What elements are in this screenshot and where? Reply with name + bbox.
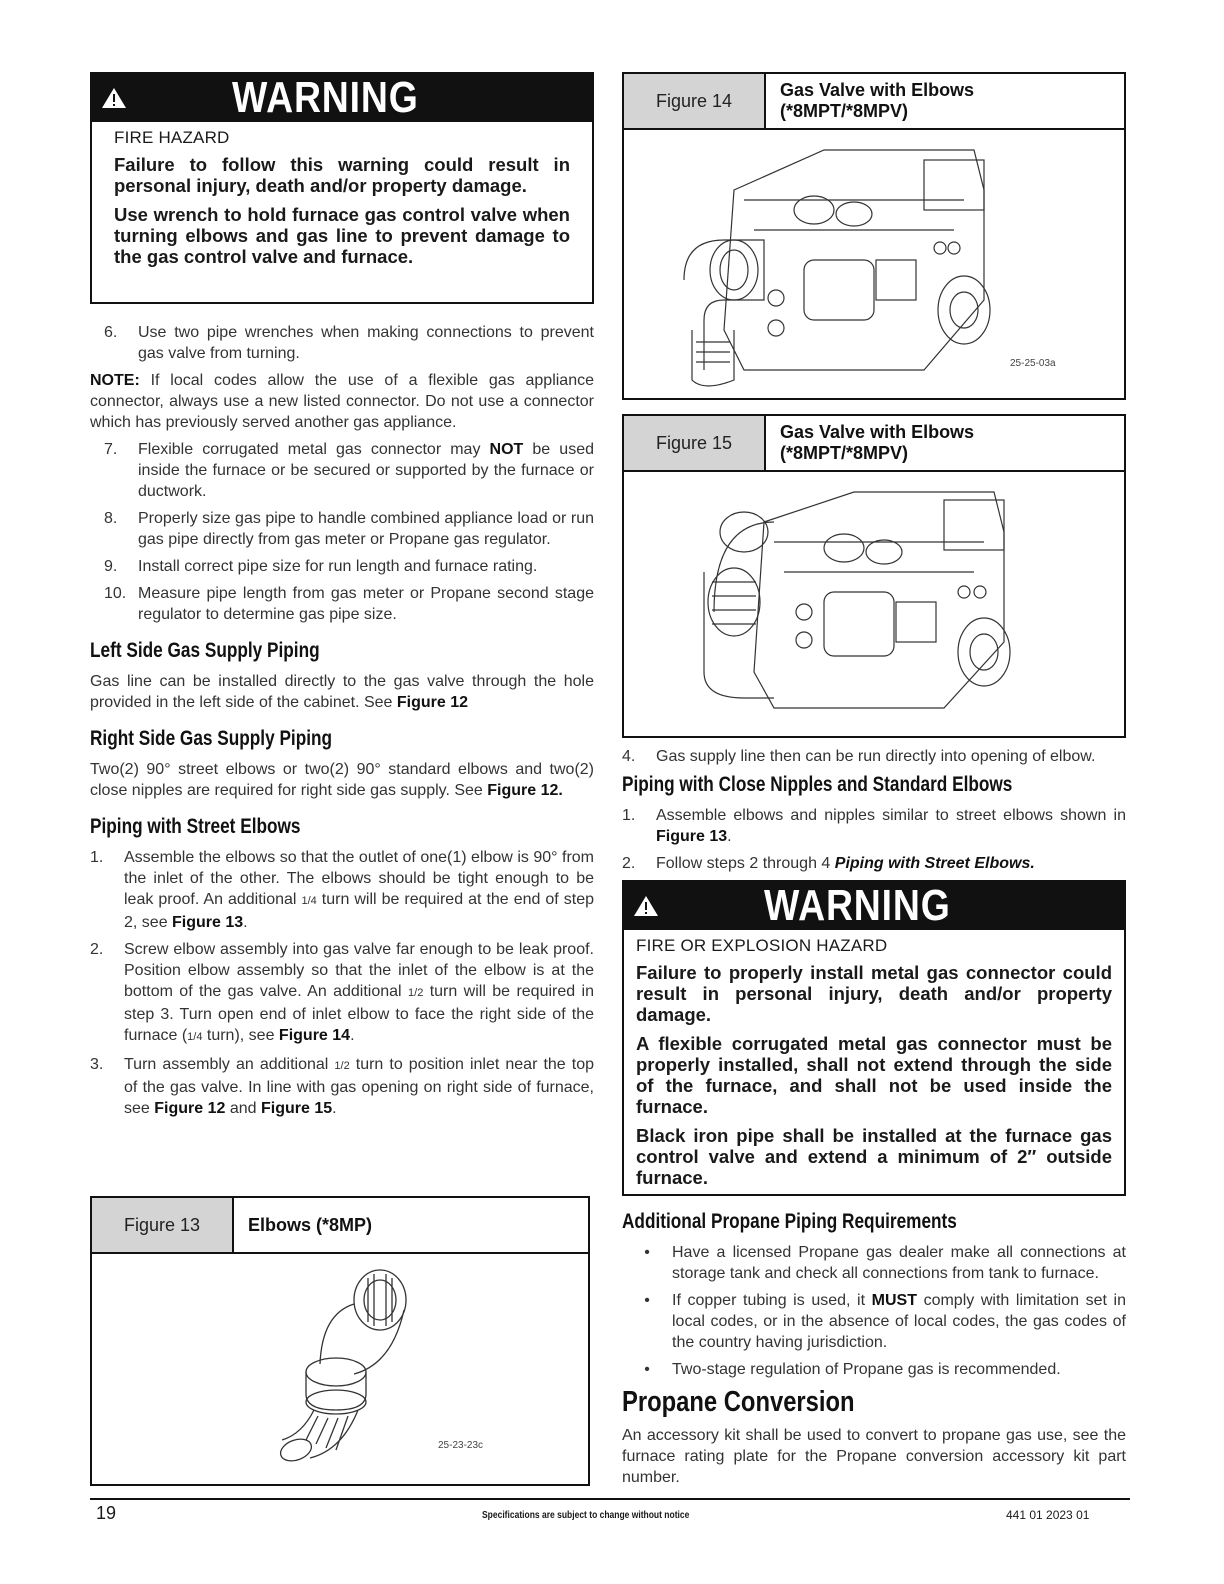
list-item: 2. Follow steps 2 through 4 Piping with Street Elbows. bbox=[622, 855, 1035, 872]
list-item: 1. Assemble the elbows so that the outlet of one(1) elbow is 90° from the inlet of the other. The elbows should be tight enough to be leak proof. An additional 1/4 turn will be required at the end of step 2, see Figure 13. bbox=[90, 849, 594, 931]
warning-paragraph: Black iron pipe shall be installed at the furnace gas control valve and extend a minimum of 2″ outside furnace. bbox=[636, 1125, 1112, 1188]
figure-title: Elbows (*8MP) bbox=[248, 1214, 373, 1235]
figure-illustration bbox=[92, 1254, 588, 1482]
warning-paragraph: Use wrench to hold furnace gas control valve when turning elbows and gas line to prevent damage to the gas control valve and furnace. bbox=[114, 204, 570, 267]
list-item: • Have a licensed Propane gas dealer make all connections at storage tank and check all connections from tank to furnace. bbox=[644, 1244, 1126, 1282]
list-item: 3. Turn assembly an additional 1/2 turn to position inlet near the top of the gas valve. In line with gas opening on right side of furnace, see Figure 12 and Figure 15. bbox=[90, 1056, 594, 1117]
list-item: 8. Properly size gas pipe to handle combined appliance load or run gas pipe directly from gas meter or Propane gas regulator. bbox=[104, 510, 594, 548]
steps-list bbox=[622, 746, 1126, 767]
warning-header bbox=[92, 74, 592, 122]
hazard-type: FIRE OR EXPLOSION HAZARD bbox=[636, 936, 888, 955]
list-item: 7. Flexible corrugated metal gas connector may NOT be used inside the furnace or be secured or supported by the furnace or ductwork. bbox=[104, 441, 594, 500]
right-column bbox=[622, 72, 1126, 1494]
figure-code: 25-25-03a bbox=[1010, 358, 1056, 369]
fire-explosion-warning bbox=[622, 880, 1126, 1196]
body-paragraph: An accessory kit shall be used to convert to propane gas use, see the furnace rating plate for the Propane conversion accessory kit part number. bbox=[622, 1427, 1126, 1486]
figure-code: 25-23-23c bbox=[438, 1440, 484, 1451]
figure-title: Gas Valve with Elbows (*8MPT/*8MPV) bbox=[780, 80, 975, 121]
list-item: 6. Use two pipe wrenches when making connections to prevent gas valve from turning. bbox=[104, 324, 594, 362]
footer-notice: Specifications are subject to change without notice bbox=[482, 1510, 690, 1521]
body-paragraph: Two(2) 90° street elbows or two(2) 90° standard elbows and two(2) close nipples are required for right side gas supply. See Figure 12. bbox=[90, 761, 594, 799]
figure-label: Figure 13 bbox=[92, 1198, 234, 1252]
gas-valve-illustration bbox=[624, 130, 1124, 396]
warning-header bbox=[624, 882, 1124, 930]
steps-list bbox=[90, 847, 594, 1119]
warning-title: WARNING bbox=[764, 881, 951, 930]
figure-label: Figure 14 bbox=[624, 74, 766, 128]
section-heading: Piping with Street Elbows bbox=[90, 815, 301, 838]
figure-13 bbox=[90, 1196, 590, 1486]
steps-list bbox=[104, 322, 594, 364]
section-heading: Piping with Close Nipples and Standard Elbows bbox=[622, 773, 1013, 796]
figure-title: Gas Valve with Elbows (*8MPT/*8MPV) bbox=[780, 422, 975, 463]
warning-triangle-icon bbox=[92, 87, 136, 109]
warning-paragraph: Failure to properly install metal gas connector could result in personal injury, death and/or property damage. bbox=[636, 962, 1112, 1025]
elbows-illustration bbox=[92, 1254, 588, 1482]
section-heading: Left Side Gas Supply Piping bbox=[90, 639, 320, 662]
fire-hazard-warning bbox=[90, 72, 594, 304]
list-item: 1. Assemble elbows and nipples similar to street elbows shown in Figure 13. bbox=[622, 807, 1126, 845]
list-item: • Two-stage regulation of Propane gas is recommended. bbox=[644, 1361, 1061, 1378]
figure-label: Figure 15 bbox=[624, 416, 766, 470]
body-paragraph: Gas line can be installed directly to the gas valve through the hole provided in the left side of the cabinet. See Figure 12 bbox=[90, 673, 594, 711]
warning-triangle-icon bbox=[624, 895, 668, 917]
list-item: 10. Measure pipe length from gas meter or Propane second stage regulator to determine gas pipe size. bbox=[104, 585, 594, 623]
figure-14 bbox=[622, 72, 1126, 400]
figure-illustration bbox=[624, 130, 1124, 396]
hazard-type: FIRE HAZARD bbox=[114, 128, 230, 147]
section-heading: Right Side Gas Supply Piping bbox=[90, 727, 333, 750]
list-item: 4. Gas supply line then can be run directly into opening of elbow. bbox=[622, 748, 1096, 765]
steps-list bbox=[622, 805, 1126, 874]
footer-divider bbox=[90, 1498, 1130, 1500]
list-item: 9. Install correct pipe size for run length and furnace rating. bbox=[104, 558, 538, 575]
page-number: 19 bbox=[96, 1503, 117, 1523]
note-paragraph: NOTE: If local codes allow the use of a flexible gas appliance connector, always use a new listed connector. Do not use a connector which has previously served another gas appliance. bbox=[90, 372, 594, 431]
bullet-list bbox=[622, 1242, 1126, 1380]
figure-illustration bbox=[624, 472, 1124, 734]
section-heading: Additional Propane Piping Requirements bbox=[622, 1210, 957, 1233]
warning-title: WARNING bbox=[232, 73, 419, 122]
left-column bbox=[90, 72, 594, 1125]
warning-paragraph: Failure to follow this warning could result in personal injury, death and/or property damage. bbox=[114, 154, 570, 196]
section-heading-large: Propane Conversion bbox=[622, 1386, 855, 1418]
figure-15 bbox=[622, 414, 1126, 738]
list-item: 2. Screw elbow assembly into gas valve far enough to be leak proof. Position elbow assembly so that the inlet of the elbow is at the bottom of the gas valve. An additional 1/2 turn will be required in step 3. Turn open end of inlet elbow to face the right side of the furnace (1/4 turn), see Figure 14. bbox=[90, 941, 595, 1044]
warning-paragraph: A flexible corrugated metal gas connector must be properly installed, shall not extend through the side of the furnace, and shall not be used inside the furnace. bbox=[636, 1033, 1112, 1117]
steps-list bbox=[104, 439, 594, 625]
document-number: 441 01 2023 01 bbox=[1006, 1508, 1090, 1522]
gas-valve-illustration bbox=[624, 472, 1124, 734]
list-item: • If copper tubing is used, it MUST comply with limitation set in local codes, or in the absence of local codes, the gas codes of the country having jurisdiction. bbox=[644, 1292, 1126, 1351]
